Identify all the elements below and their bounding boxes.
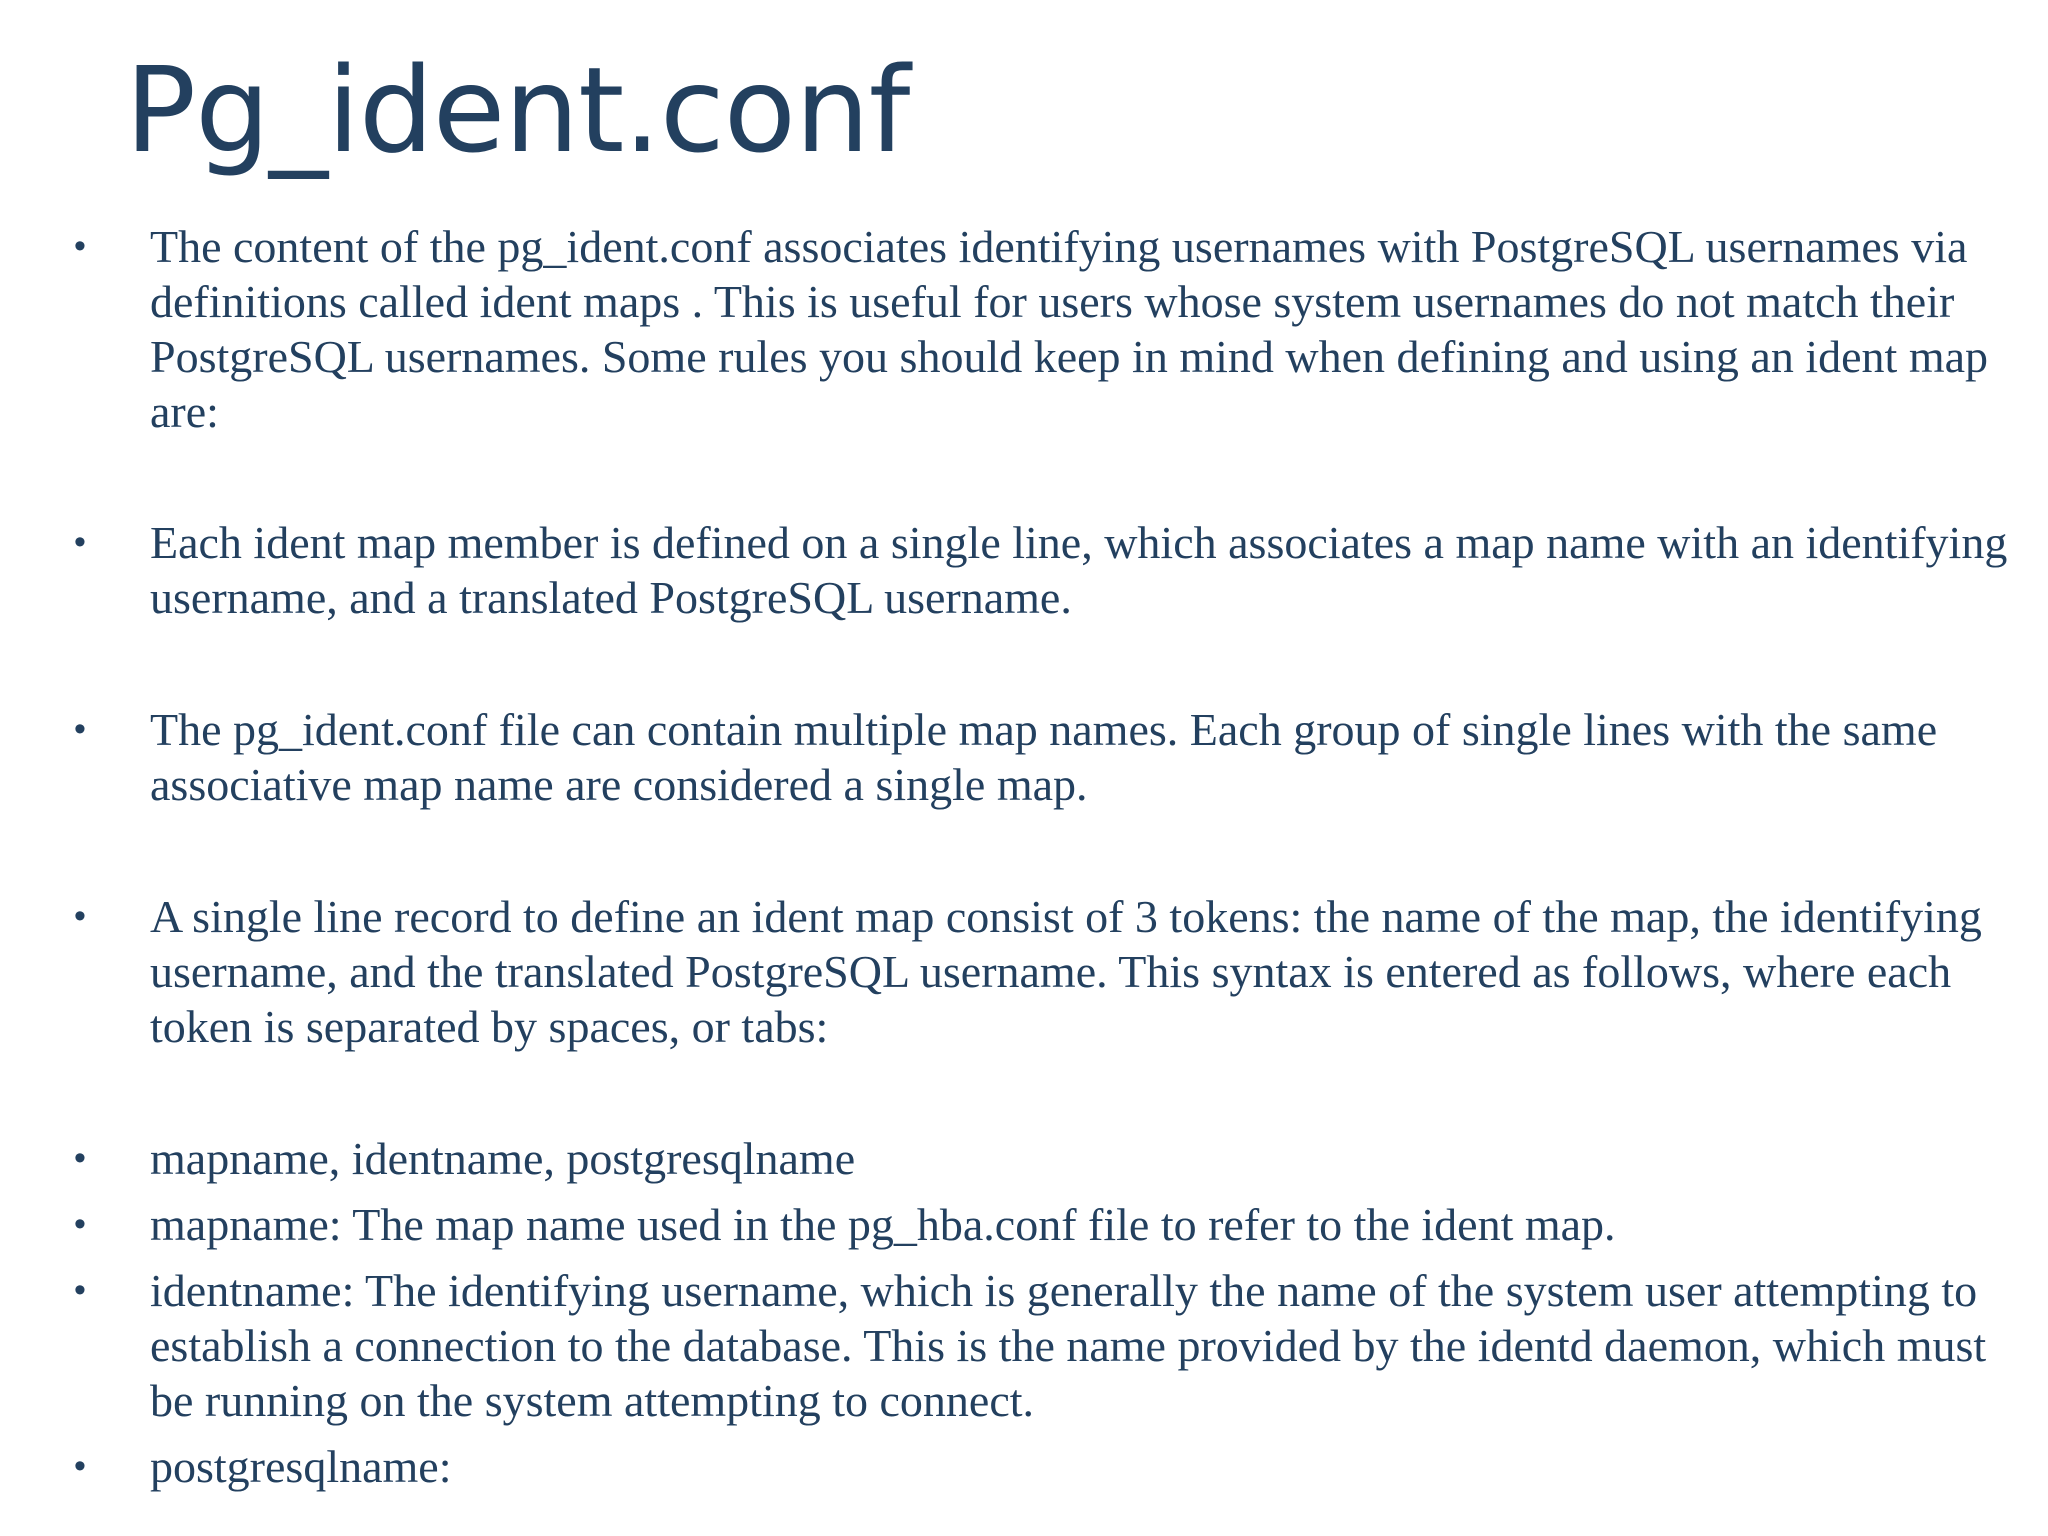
- bullet-text: identname: The identifying username, which is generally the name of the system user attempting to establish a connection to the database. This is the name provided by the identd daemon, which must be running on the system attempting to connect.: [150, 1265, 1987, 1426]
- bullet-item: [74, 889, 2018, 1054]
- bullet-text: A single line record to define an ident map consist of 3 tokens: the name of the map, the identifying username, and the translated PostgreSQL username. This syntax is entered as follows, where each token is separated by spaces, or tabs:: [150, 891, 1982, 1052]
- bullet-item: [74, 219, 2018, 439]
- bullet-text: The content of the pg_ident.conf associates identifying usernames with PostgreSQL usernames via definitions called ident maps . This is useful for users whose system usernames do not match their PostgreSQL usernames. Some rules you should keep in mind when defining and using an ident map are:: [150, 221, 1989, 437]
- bullet-text: Each ident map member is defined on a single line, which associates a map name with an identifying username, and a translated PostgreSQL username.: [150, 517, 2008, 623]
- bullet-item: [74, 1131, 2018, 1186]
- bullet-item: [74, 1197, 2018, 1252]
- bullet-text: postgresqlname:: [150, 1441, 452, 1492]
- bullet-text: The pg_ident.conf file can contain multiple map names. Each group of single lines with the same associative map name are considered a single map.: [150, 704, 1938, 810]
- bullet-text: mapname, identname, postgresqlname: [150, 1133, 856, 1184]
- bullet-item: [74, 1263, 2018, 1428]
- bullet-dot-icon: •: [74, 227, 86, 265]
- bullet-item: [74, 515, 2018, 625]
- bullet-dot-icon: •: [74, 710, 86, 748]
- bullet-dot-icon: •: [74, 1139, 86, 1177]
- bullet-dot-icon: •: [74, 1205, 86, 1243]
- bullet-dot-icon: •: [74, 523, 86, 561]
- bullet-dot-icon: •: [74, 897, 86, 935]
- bullet-dot-icon: •: [74, 1271, 86, 1309]
- bullet-item: [74, 702, 2018, 812]
- bullet-dot-icon: •: [74, 1447, 86, 1485]
- bullet-item: [74, 1439, 2018, 1494]
- slide-title: Pg_ident.conf: [125, 41, 910, 179]
- bullet-text: mapname: The map name used in the pg_hba.conf file to refer to the ident map.: [150, 1199, 1616, 1250]
